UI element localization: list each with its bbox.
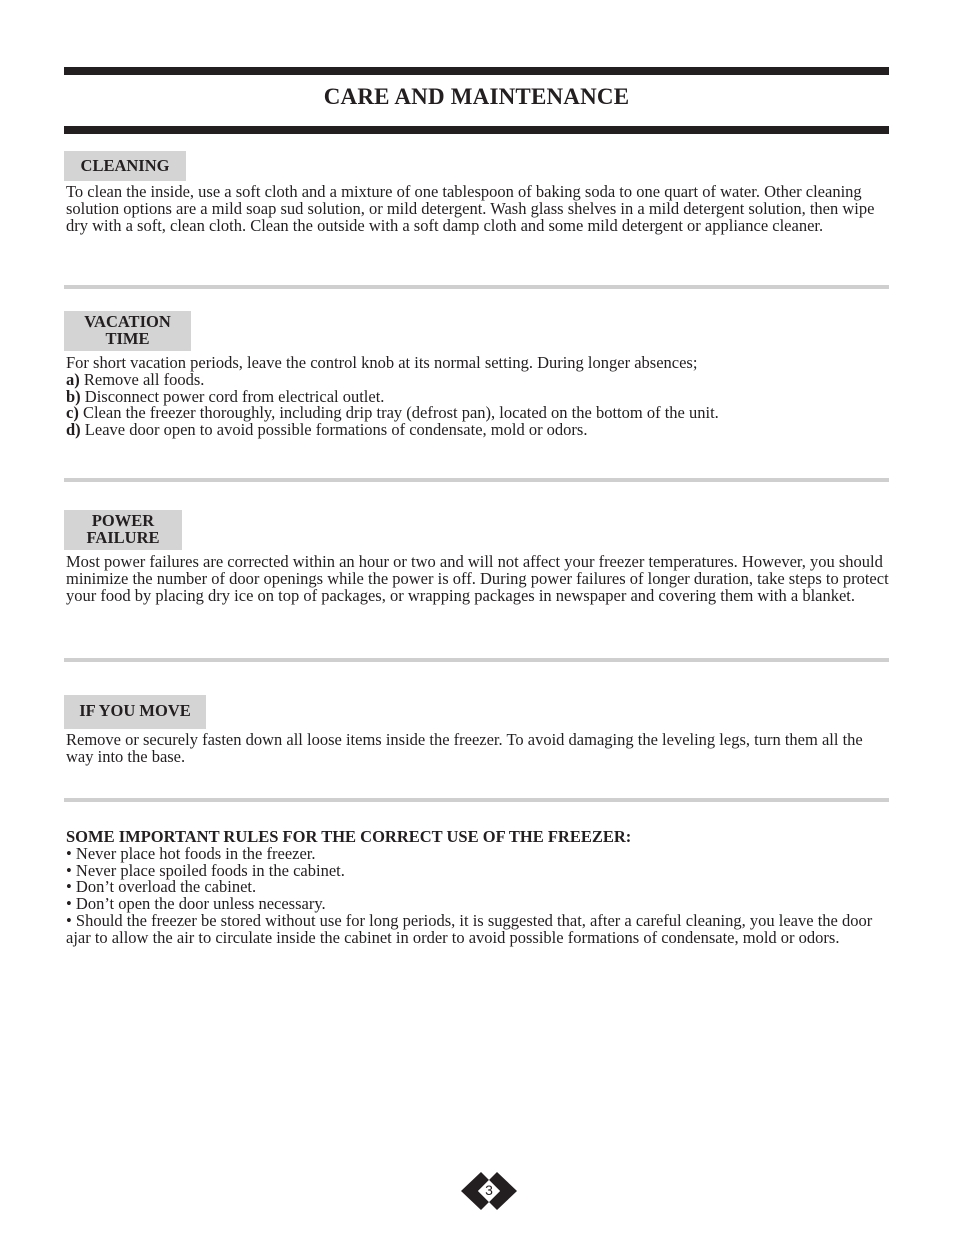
rules-heading: SOME IMPORTANT RULES FOR THE CORRECT USE OF THE FREEZER: bbox=[66, 827, 632, 846]
page-number: 3 bbox=[485, 1182, 493, 1198]
rules-item: • Never place spoiled foods in the cabinet. bbox=[66, 860, 345, 880]
section-divider bbox=[64, 798, 889, 802]
list-item-key: d) bbox=[66, 420, 81, 440]
power-paragraph: Most power failures are corrected within an hour or two and will not affect your freezer temperatures. However, you should minimize the number of door openings while the power is off. During power failures of longer duration, take steps to protect your food by placing dry ice on top of packages, or wrapping packages in newspaper and covering them with a blanket. bbox=[66, 552, 889, 605]
vacation-intro: For short vacation periods, leave the control knob at its normal setting. During longer absences; bbox=[66, 353, 698, 372]
section-tag-label: CLEANING bbox=[80, 156, 170, 175]
section-tag-power bbox=[64, 510, 182, 550]
move-paragraph: Remove or securely fasten down all loose items inside the freezer. To avoid damaging the leveling legs, turn them all the way into the base. bbox=[66, 730, 863, 766]
cleaning-paragraph: To clean the inside, use a soft cloth and a mixture of one tablespoon of baking soda to one quart of water. Other cleaning solution options are a mild soap sud solution, or mild detergent. Wash glass shelves in a mild detergent solution, then wipe dry with a soft, clean cloth. Clean the outside with a soft damp cloth and some mild detergent or appliance cleaner. bbox=[66, 182, 875, 235]
rules-item: • Don’t overload the cabinet. bbox=[66, 877, 257, 897]
list-item-key: b) bbox=[66, 386, 81, 406]
section-tag-line: TIME bbox=[105, 329, 150, 348]
section-tag-vacation bbox=[64, 311, 191, 351]
vacation-paragraph bbox=[66, 355, 890, 439]
rules-item: • Never place hot foods in the freezer. bbox=[66, 843, 316, 863]
section-tag-line: FAILURE bbox=[86, 528, 160, 547]
rules-item: • Don’t open the door unless necessary. bbox=[66, 894, 326, 914]
section-tag-cleaning bbox=[64, 151, 186, 181]
header-bottom-rule bbox=[64, 126, 889, 134]
header-top-rule bbox=[64, 67, 889, 75]
list-item-key: a) bbox=[66, 369, 80, 389]
section-divider bbox=[64, 478, 889, 482]
section-tag-label: IF YOU MOVE bbox=[79, 701, 191, 720]
section-tag-line: VACATION bbox=[84, 312, 171, 331]
list-item-text: Leave door open to avoid possible formations of condensate, mold or odors. bbox=[80, 420, 588, 440]
list-item-text: Remove all foods. bbox=[79, 369, 205, 389]
section-tag-line: POWER bbox=[91, 511, 155, 530]
list-item-key: c) bbox=[66, 403, 79, 423]
list-item-text: Clean the freezer thoroughly, including drip tray (defrost pan), located on the bottom of the unit. bbox=[78, 403, 719, 423]
page-title: CARE AND MAINTENANCE bbox=[323, 84, 630, 109]
section-divider bbox=[64, 285, 889, 289]
list-item bbox=[66, 422, 890, 439]
list-item-text: Disconnect power cord from electrical outlet. bbox=[80, 386, 385, 406]
rules-section bbox=[66, 829, 890, 947]
rules-item: • Should the freezer be stored without use for long periods, it is suggested that, after a careful cleaning, you leave the door ajar to allow the air to circulate inside the cabinet in order to avoid possible formations of condensate, mold or odors. bbox=[66, 910, 873, 947]
section-divider bbox=[64, 658, 889, 662]
section-tag-move bbox=[64, 695, 206, 729]
